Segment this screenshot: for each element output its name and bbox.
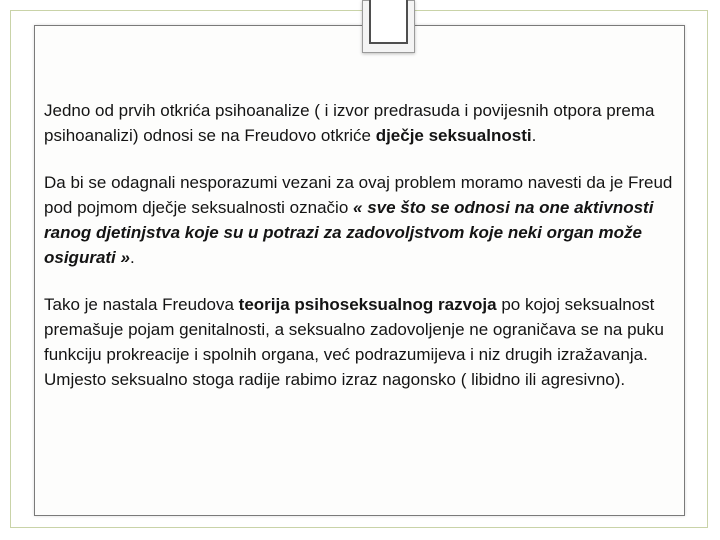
paragraph-2	[44, 170, 684, 270]
paragraph-1-emphasis: dječje seksualnosti	[375, 126, 532, 145]
paragraph-2-text: Da bi se odagnali nesporazumi vezani za ovaj problem moramo navesti da je Freud pod pojmom dječje seksualnosti označio	[44, 173, 673, 217]
paragraph-3-text: Tako je nastala Freudova	[44, 295, 239, 314]
paragraph-3	[44, 292, 684, 392]
decorative-tab	[362, 0, 415, 53]
paragraph-3-emphasis: teorija psihoseksualnog razvoja	[238, 295, 497, 314]
text-body	[44, 98, 684, 414]
paragraph-1-text: Jedno od prvih otkrića psihoanalize ( i izvor predrasuda i povijesnih otpora prema psihoanalizi) odnosi se na Freudovo otkriće	[44, 101, 655, 145]
decorative-tab-inner	[369, 0, 408, 44]
paragraph-2-quote: « sve što se odnosi na one aktivnosti ranog djetinjstva koje su u potrazi za zadovoljstvom koje neki organ može osigurati »	[44, 198, 654, 267]
paragraph-1	[44, 98, 684, 148]
paragraph-2-end: .	[129, 248, 135, 267]
paragraph-3-rest: po kojoj seksualnost premašuje pojam genitalnosti, a seksualno zadovoljenje ne ograničava se na puku funkciju prokreacije i spolnih organa, već podrazumijeva i niz drugih izražavanja. Umjesto seksualno stoga radije rabimo izraz nagonsko ( libidno ili agresivno).	[44, 295, 664, 389]
paragraph-1-end: .	[531, 126, 537, 145]
